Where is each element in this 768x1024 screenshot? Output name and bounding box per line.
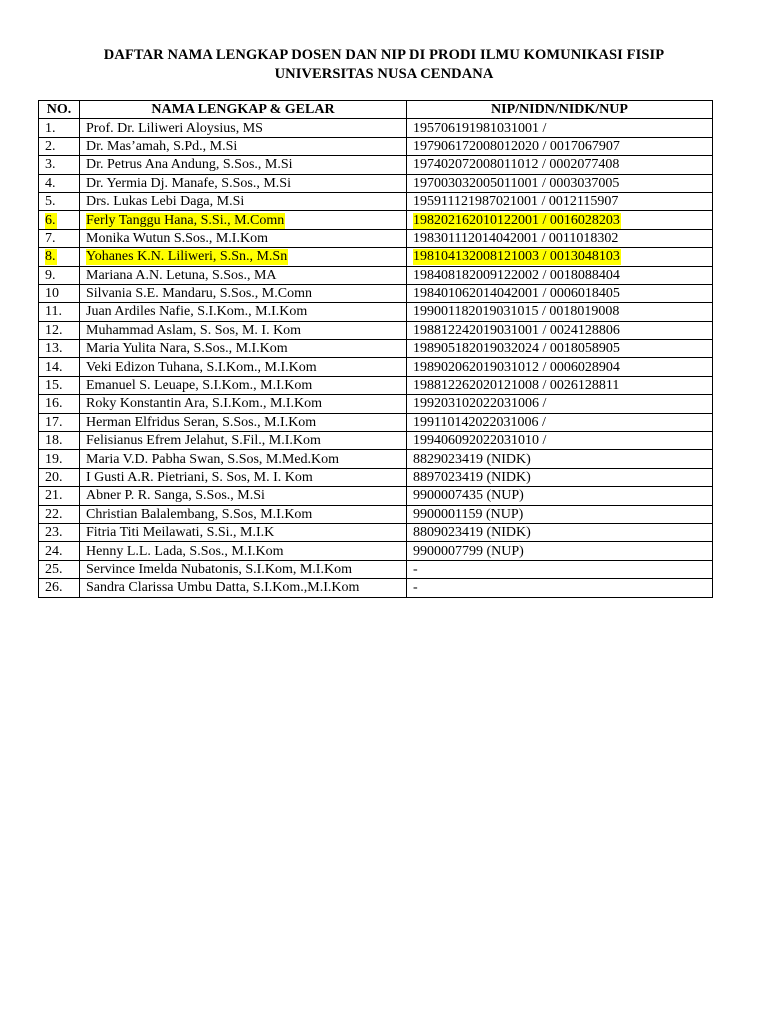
lecturer-id-text: 197906172008012020 / 0017067907 — [413, 138, 620, 154]
lecturer-id-text: 199203102022031006 / — [413, 396, 547, 412]
lecturer-name-cell — [80, 303, 407, 321]
lecturer-id-text: 195706191981031001 / — [413, 120, 547, 136]
lecturer-id-cell — [407, 505, 713, 523]
lecturer-id-cell — [407, 376, 713, 394]
table-row — [39, 468, 713, 486]
lecturer-id-text: 8897023419 (NIDK) — [413, 470, 531, 485]
lecturer-id-text: 198902062019031012 / 0006028904 — [413, 359, 620, 375]
row-number-cell — [39, 321, 80, 339]
lecturer-name-cell — [80, 321, 407, 339]
lecturer-name-text: Sandra Clarissa Umbu Datta, S.I.Kom.,M.I.Kom — [86, 580, 360, 596]
lecturer-id-text: 199110142022031006 / — [413, 414, 546, 430]
table-row — [39, 413, 713, 431]
lecturer-name-text: I Gusti A.R. Pietriani, S. Sos, M. I. Kom — [86, 470, 313, 485]
lecturer-name-text: Fitria Titi Meilawati, S.Si., M.I.K — [86, 525, 275, 541]
table-row — [39, 192, 713, 210]
table-row — [39, 542, 713, 560]
lecturer-name-text: Yohanes K.N. Liliweri, S.Sn., M.Sn — [86, 249, 288, 265]
table-row — [39, 579, 713, 597]
lecturer-id-cell — [407, 156, 713, 174]
row-number-text: 21. — [45, 488, 63, 504]
lecturer-name-text: Roky Konstantin Ara, S.I.Kom., M.I.Kom — [86, 396, 323, 412]
lecturer-name-text: Dr. Petrus Ana Andung, S.Sos., M.Si — [86, 157, 293, 173]
lecturer-id-text: 198301112014042001 / 0011018302 — [413, 230, 619, 246]
lecturer-id-cell — [407, 358, 713, 376]
row-number-cell — [39, 266, 80, 284]
table-row — [39, 376, 713, 394]
table-row — [39, 284, 713, 302]
row-number-text: 19. — [45, 451, 63, 467]
row-number-cell — [39, 119, 80, 137]
row-number-text: 24. — [45, 543, 63, 559]
lecturer-name-cell — [80, 376, 407, 394]
header-name: NAMA LENGKAP & GELAR — [80, 101, 407, 119]
lecturer-name-cell — [80, 248, 407, 266]
lecturer-id-text: 195911121987021001 / 0012115907 — [413, 194, 619, 210]
row-number-cell — [39, 395, 80, 413]
lecturer-id-cell — [407, 174, 713, 192]
lecturer-name-cell — [80, 505, 407, 523]
row-number-text: 5. — [45, 194, 56, 210]
lecturer-name-cell — [80, 284, 407, 302]
row-number-text: 26. — [45, 580, 63, 596]
lecturer-id-cell — [407, 321, 713, 339]
row-number-cell — [39, 137, 80, 155]
lecturer-name-text: Juan Ardiles Nafie, S.I.Kom., M.I.Kom — [86, 304, 308, 320]
row-number-cell — [39, 248, 80, 266]
lecturer-id-text: - — [413, 561, 418, 577]
lecturer-id-text: 9900007435 (NUP) — [413, 488, 524, 504]
lecturer-name-text: Prof. Dr. Liliweri Aloysius, MS — [86, 120, 263, 136]
lecturer-name-text: Emanuel S. Leuape, S.I.Kom., M.I.Kom — [86, 378, 313, 394]
lecturer-table — [38, 100, 713, 598]
lecturer-name-text: Mariana A.N. Letuna, S.Sos., MA — [86, 267, 277, 283]
table-row — [39, 358, 713, 376]
row-number-text: 15. — [45, 378, 63, 394]
lecturer-name-cell — [80, 137, 407, 155]
table-row — [39, 266, 713, 284]
row-number-cell — [39, 192, 80, 210]
lecturer-id-cell — [407, 413, 713, 431]
row-number-cell — [39, 340, 80, 358]
lecturer-id-text: 198408182009122002 / 0018088404 — [413, 267, 620, 283]
row-number-cell — [39, 468, 80, 486]
row-number-cell — [39, 303, 80, 321]
lecturer-id-cell — [407, 192, 713, 210]
row-number-text: 14. — [45, 359, 63, 375]
table-row — [39, 174, 713, 192]
row-number-cell — [39, 229, 80, 247]
row-number-text: 20. — [45, 470, 63, 485]
lecturer-id-text: 197402072008011012 / 0002077408 — [413, 157, 620, 173]
lecturer-name-cell — [80, 229, 407, 247]
lecturer-id-cell — [407, 523, 713, 541]
lecturer-id-cell — [407, 579, 713, 597]
row-number-cell — [39, 211, 80, 229]
row-number-text: 1. — [45, 120, 56, 136]
lecturer-id-cell — [407, 450, 713, 468]
lecturer-name-cell — [80, 119, 407, 137]
lecturer-id-cell — [407, 487, 713, 505]
table-row — [39, 229, 713, 247]
table-row — [39, 119, 713, 137]
lecturer-name-cell — [80, 266, 407, 284]
lecturer-name-text: Servince Imelda Nubatonis, S.I.Kom, M.I.Kom — [86, 561, 352, 577]
lecturer-name-cell — [80, 174, 407, 192]
row-number-text: 3. — [45, 157, 56, 173]
row-number-cell — [39, 284, 80, 302]
lecturer-name-cell — [80, 192, 407, 210]
lecturer-name-text: Drs. Lukas Lebi Daga, M.Si — [86, 194, 245, 210]
lecturer-id-cell — [407, 284, 713, 302]
lecturer-id-text: 199001182019031015 / 0018019008 — [413, 304, 620, 320]
row-number-text: 4. — [45, 175, 56, 191]
table-row — [39, 156, 713, 174]
lecturer-id-cell — [407, 303, 713, 321]
row-number-cell — [39, 505, 80, 523]
table-row — [39, 248, 713, 266]
lecturer-id-text: 198812242019031001 / 0024128806 — [413, 322, 620, 338]
lecturer-id-cell — [407, 560, 713, 578]
table-row — [39, 432, 713, 450]
table-row — [39, 523, 713, 541]
lecturer-id-text: 198812262020121008 / 0026128811 — [413, 378, 620, 394]
lecturer-name-cell — [80, 560, 407, 578]
lecturer-id-cell — [407, 137, 713, 155]
lecturer-name-cell — [80, 579, 407, 597]
row-number-cell — [39, 450, 80, 468]
lecturer-id-text: 9900001159 (NUP) — [413, 506, 524, 522]
lecturer-name-cell — [80, 340, 407, 358]
header-no: NO. — [39, 101, 80, 119]
row-number-cell — [39, 487, 80, 505]
row-number-cell — [39, 542, 80, 560]
lecturer-id-cell — [407, 248, 713, 266]
lecturer-name-text: Ferly Tanggu Hana, S.Si., M.Comn — [86, 212, 285, 228]
lecturer-id-cell — [407, 542, 713, 560]
lecturer-id-text: 198104132008121003 / 0013048103 — [413, 249, 620, 265]
lecturer-name-text: Abner P. R. Sanga, S.Sos., M.Si — [86, 488, 265, 504]
lecturer-name-text: Muhammad Aslam, S. Sos, M. I. Kom — [86, 322, 302, 338]
lecturer-name-text: Henny L.L. Lada, S.Sos., M.I.Kom — [86, 543, 284, 559]
lecturer-id-cell — [407, 340, 713, 358]
row-number-text: 25. — [45, 561, 63, 577]
row-number-cell — [39, 156, 80, 174]
lecturer-id-text: 8829023419 (NIDK) — [413, 451, 531, 467]
row-number-text: 11. — [45, 304, 62, 320]
row-number-text: 10 — [45, 286, 59, 302]
lecturer-id-cell — [407, 468, 713, 486]
row-number-text: 17. — [45, 414, 63, 430]
row-number-text: 16. — [45, 396, 63, 412]
lecturer-name-cell — [80, 413, 407, 431]
lecturer-name-text: Felisianus Efrem Jelahut, S.Fil., M.I.Kom — [86, 433, 321, 449]
lecturer-name-cell — [80, 432, 407, 450]
row-number-cell — [39, 523, 80, 541]
row-number-cell — [39, 376, 80, 394]
lecturer-id-cell — [407, 119, 713, 137]
lecturer-name-text: Christian Balalembang, S.Sos, M.I.Kom — [86, 506, 313, 522]
row-number-text: 18. — [45, 433, 63, 449]
table-row — [39, 395, 713, 413]
lecturer-id-text: 197003032005011001 / 0003037005 — [413, 175, 620, 191]
lecturer-id-cell — [407, 266, 713, 284]
table-header-row — [39, 101, 713, 119]
table-body — [39, 119, 713, 597]
table-row — [39, 303, 713, 321]
document-title-line-2: UNIVERSITAS NUSA CENDANA — [274, 66, 494, 82]
lecturer-name-cell — [80, 211, 407, 229]
row-number-text: 13. — [45, 341, 63, 357]
row-number-cell — [39, 358, 80, 376]
lecturer-id-text: 9900007799 (NUP) — [413, 543, 524, 559]
lecturer-id-cell — [407, 229, 713, 247]
lecturer-id-text: 198905182019032024 / 0018058905 — [413, 341, 620, 357]
row-number-text: 2. — [45, 138, 56, 154]
lecturer-name-text: Dr. Yermia Dj. Manafe, S.Sos., M.Si — [86, 175, 291, 191]
row-number-text: 9. — [45, 267, 56, 283]
lecturer-name-cell — [80, 358, 407, 376]
lecturer-name-text: Maria V.D. Pabha Swan, S.Sos, M.Med.Kom — [86, 451, 340, 467]
lecturer-name-text: Veki Edizon Tuhana, S.I.Kom., M.I.Kom — [86, 359, 317, 375]
lecturer-id-text: 8809023419 (NIDK) — [413, 525, 531, 541]
lecturer-name-cell — [80, 450, 407, 468]
lecturer-id-text: 198202162010122001 / 0016028203 — [413, 212, 620, 228]
row-number-text: 7. — [45, 230, 56, 246]
lecturer-name-cell — [80, 542, 407, 560]
table-row — [39, 321, 713, 339]
row-number-text: 12. — [45, 322, 63, 338]
lecturer-id-cell — [407, 211, 713, 229]
row-number-cell — [39, 413, 80, 431]
row-number-text: 6. — [45, 212, 56, 228]
table-row — [39, 560, 713, 578]
row-number-cell — [39, 560, 80, 578]
lecturer-name-text: Silvania S.E. Mandaru, S.Sos., M.Comn — [86, 286, 312, 302]
row-number-cell — [39, 432, 80, 450]
lecturer-name-cell — [80, 156, 407, 174]
lecturer-name-text: Herman Elfridus Seran, S.Sos., M.I.Kom — [86, 414, 317, 430]
lecturer-name-cell — [80, 468, 407, 486]
row-number-text: 23. — [45, 525, 63, 541]
document-title-line-1: DAFTAR NAMA LENGKAP DOSEN DAN NIP DI PRODI ILMU KOMUNIKASI FISIP — [103, 47, 665, 63]
lecturer-id-cell — [407, 395, 713, 413]
lecturer-name-cell — [80, 395, 407, 413]
lecturer-name-cell — [80, 523, 407, 541]
table-row — [39, 450, 713, 468]
table-row — [39, 211, 713, 229]
row-number-cell — [39, 579, 80, 597]
row-number-text: 22. — [45, 506, 63, 522]
header-nip: NIP/NIDN/NIDK/NUP — [407, 101, 713, 119]
lecturer-id-text: - — [413, 580, 418, 596]
row-number-cell — [39, 174, 80, 192]
lecturer-name-text: Maria Yulita Nara, S.Sos., M.I.Kom — [86, 341, 288, 357]
lecturer-id-text: 198401062014042001 / 0006018405 — [413, 286, 620, 302]
lecturer-name-text: Dr. Mas’amah, S.Pd., M.Si — [86, 138, 238, 154]
lecturer-name-text: Monika Wutun S.Sos., M.I.Kom — [86, 230, 268, 246]
row-number-text: 8. — [45, 249, 56, 265]
table-row — [39, 505, 713, 523]
table-row — [39, 487, 713, 505]
lecturer-id-cell — [407, 432, 713, 450]
lecturer-name-cell — [80, 487, 407, 505]
table-row — [39, 137, 713, 155]
lecturer-id-text: 199406092022031010 / — [413, 433, 547, 449]
table-row — [39, 340, 713, 358]
